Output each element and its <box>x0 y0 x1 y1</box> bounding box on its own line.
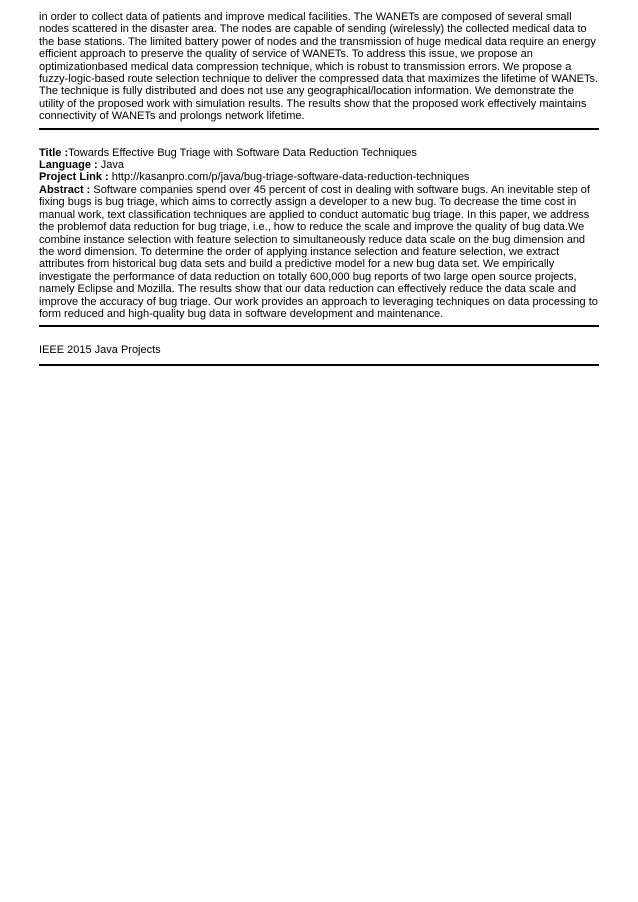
title-field <box>39 147 599 159</box>
abstract-field <box>39 184 599 320</box>
abstract-label: Abstract : <box>39 183 91 196</box>
project-link-value[interactable]: http://kasanpro.com/p/java/bug-triage-software-data-reduction-techniques <box>108 171 470 184</box>
section-footer-label: IEEE 2015 Java Projects <box>39 344 161 357</box>
project-link-field <box>39 171 599 183</box>
title-label: Title : <box>39 146 69 159</box>
project-link-label: Project Link : <box>39 171 109 184</box>
divider-3 <box>39 364 599 366</box>
language-field <box>39 159 599 171</box>
document-page <box>39 11 599 366</box>
language-label: Language : <box>39 159 98 172</box>
project-entry <box>39 147 599 321</box>
title-value: Towards Effective Bug Triage with Software Data Reduction Techniques <box>68 146 417 159</box>
abstract-text: Software companies spend over 45 percent of cost in dealing with software bugs. An inevitable step of fixing bugs is bug triage, which aims to correctly assign a developer to a new bug. To decrease the time cost in manual work, text classification techniques are applied to conduct automatic bug triage. In this paper, we address the problemof data reduction for bug triage, i.e., how to reduce the scale and improve the quality of bug data.We combine instance selection with feature selection to simultaneously reduce data scale on the bug dimension and the word dimension. To determine the order of applying instance selection and feature selection, we extract attributes from historical bug data sets and build a predictive model for a new bug data set. We empirically investigate the performance of data reduction on totally 600,000 bug reports of two large open source projects, namely Eclipse and Mozilla. The results show that our data reduction can effectively reduce the data scale and improve the accuracy of bug triage. Our work provides an approach to leveraging techniques on data processing to form reduced and high-quality bug data in software development and maintenance. <box>39 183 598 320</box>
previous-abstract-text: in order to collect data of patients and improve medical facilities. The WANETs are composed of several small nodes scattered in the disaster area. The nodes are capable of sending (wirelessly) the collected medical data to the base stations. The limited battery power of nodes and the transmission of huge medical data require an energy efficient approach to preserve the quality of service of WANETs. To address this issue, we propose an optimizationbased medical data compression technique, which is robust to transmission errors. We propose a fuzzy-logic-based route selection technique to deliver the compressed data that maximizes the lifetime of WANETs. The technique is fully distributed and does not use any geographical/location information. We demonstrate the utility of the proposed work with simulation results. The results show that the proposed work effectively maintains connectivity of WANETs and prolongs network lifetime. <box>39 11 599 123</box>
divider-1 <box>39 128 599 130</box>
language-value: Java <box>97 159 124 172</box>
divider-2 <box>39 325 599 327</box>
